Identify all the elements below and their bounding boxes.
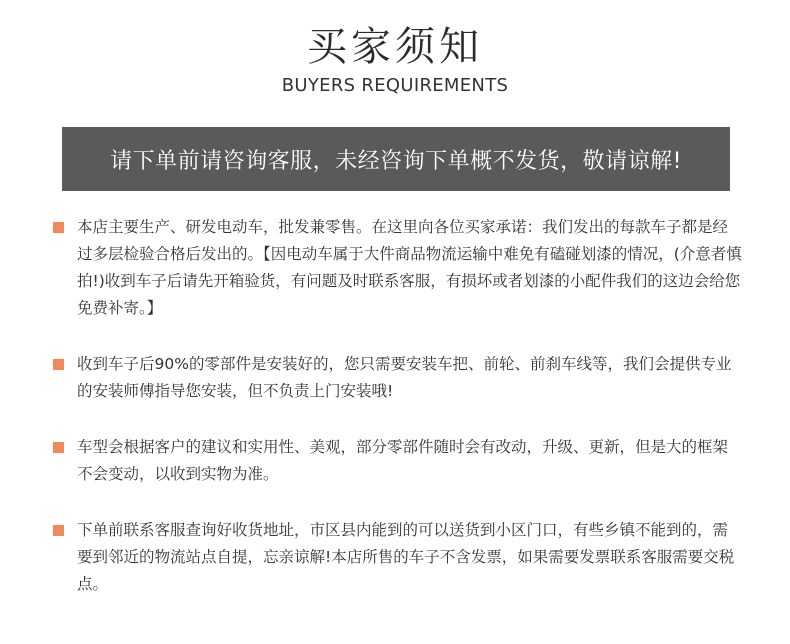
item-text: 车型会根据客户的建议和实用性、美观，部分零部件随时会有改动，升级、更新，但是大的框架不会变动，以收到实物为准。 bbox=[77, 438, 729, 483]
list-item bbox=[52, 434, 742, 488]
square-bullet-icon bbox=[53, 525, 64, 536]
list-item bbox=[52, 351, 742, 405]
notice-text: 请下单前请咨询客服，未经咨询下单概不发货，敬请谅解! bbox=[110, 148, 682, 174]
square-bullet-icon bbox=[53, 442, 64, 453]
requirements-list bbox=[52, 214, 742, 598]
page-subtitle: BUYERS REQUIREMENTS bbox=[281, 75, 509, 96]
list-item bbox=[52, 214, 742, 322]
item-text: 收到车子后90%的零部件是安装好的，您只需要安装车把、前轮、前刹车线等，我们会提供专业的安装师傅指导您安装，但不负责上门安装哦! bbox=[77, 355, 732, 400]
item-text: 本店主要生产、研发电动车，批发兼零售。在这里向各位买家承诺：我们发出的每款车子都是经过多层检验合格后发出的。【因电动车属于大件商品物流运输中难免有磕碰划漆的情况，(介意者慎拍!)收到车子后请先开箱验货，有问题及时联系客服，有损坏或者划漆的小配件我们的这边会给您免费补寄。】 bbox=[77, 218, 742, 317]
list-item bbox=[52, 517, 742, 598]
notice-banner bbox=[62, 127, 730, 191]
square-bullet-icon bbox=[53, 222, 64, 233]
page-title: 买家须知 bbox=[307, 24, 483, 70]
item-text: 下单前联系客服查询好收货地址，市区县内能到的可以送货到小区门口，有些乡镇不能到的，需要到邻近的物流站点自提，忘亲谅解!本店所售的车子不含发票，如果需要发票联系客服需要交税点。 bbox=[77, 521, 735, 593]
square-bullet-icon bbox=[53, 359, 64, 370]
